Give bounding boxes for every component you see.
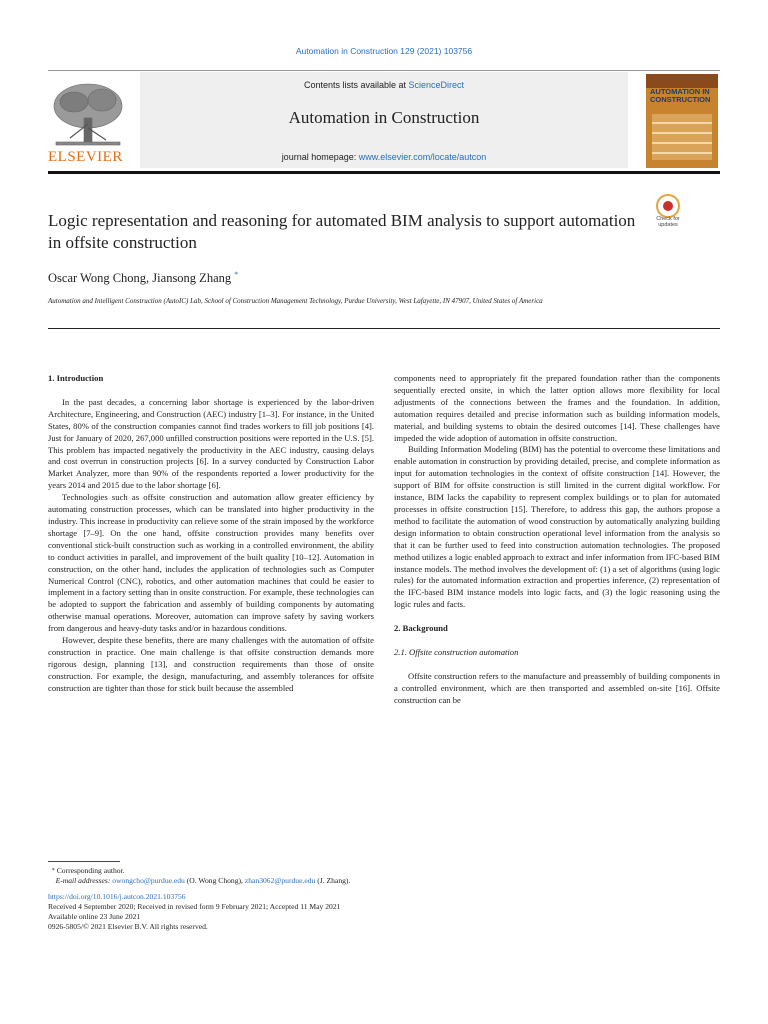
contents-line xyxy=(140,80,628,90)
body-column-right xyxy=(394,373,720,707)
email1-author: (O. Wong Chong), xyxy=(184,876,245,885)
cover-image xyxy=(652,114,712,160)
email2-author: (J. Zhang). xyxy=(315,876,351,885)
publisher-name: ELSEVIER xyxy=(48,149,123,165)
footnote-rule xyxy=(48,861,120,862)
email-link-zhan3062[interactable]: zhan3062@purdue.edu xyxy=(244,876,316,885)
email-link-owongcho[interactable]: owongcho@purdue.edu xyxy=(112,876,185,885)
subsection-heading: 2.1. Offsite construction automation xyxy=(394,647,519,658)
section-heading: 2. Background xyxy=(394,623,448,634)
author-list xyxy=(48,270,238,286)
email-label: E-mail addresses: xyxy=(55,876,113,885)
corresponding-author-note: * Corresponding author. xyxy=(51,866,125,875)
check-updates-icon xyxy=(656,194,680,218)
body-paragraph: Building Information Modeling (BIM) has the potential to overcome these limitations and enable automation in construction by providing detailed, precise, and complete information as input for automation technologies in the context of offsite construction [14]. However, the support of BIM for offsite construction is still limited in the current digital workflow. For instance, BIM lacks the capability to represent complex buildings or to plan for automated processes in offsite construction [15]. Therefore, to address this gap, the authors propose a method to facilitate the automation of wood construction by automatically analyzing building design information to obtain construction operational level information from the analysis so that it can be further used to feed into construction automation technologies. The proposed method utilizes a logic enabled approach to extract and infer information from IFC-based BIM instance models. The method involves the development of: (1) a set of algorithms (using logic rules) for the automated information extraction and properties inference, (2) representation of the IFC-based BIM instance models into logic facts, and (3) the logic reasoning using the logic rules and facts. xyxy=(394,444,720,610)
body-paragraph: In the past decades, a concerning labor shortage is experienced by the labor-driven Architecture, Engineering, and Construction (AEC) industry [1–3]. For instance, in the United States, 80% of the construction companies cannot find trades workers to fill job positions [4]. Just for January of 2020, 267,000 unfilled construction positions were reported in the U.S. [5]. This problem has impacted negatively the productivity in the AEC industry, causing delays and cost overrun in construction projects [6]. In a survey conducted by Construction Labor Market Analyzer, more than 90% of the respondents reported a lower productivity for the years 2014 and 2015 due to the labor shortage [6]. xyxy=(48,396,374,491)
corresponding-author-mark[interactable]: * xyxy=(234,270,239,279)
header-rule xyxy=(48,70,720,71)
journal-citation-link[interactable]: Automation in Construction 129 (2021) 103756 xyxy=(295,46,473,56)
affiliation: Automation and Intelligent Construction (AutoIC) Lab, School of Construction Management Technology, Purdue University, West Lafayette, IN 47907, United States of America xyxy=(48,297,543,305)
header-thick-rule xyxy=(48,171,720,174)
affiliation-rule xyxy=(48,328,720,329)
body-paragraph: Technologies such as offsite construction and automation allow greater efficiency by automating construction processes, which can be translated into higher productivity in the industry. This increase in productivity can relieve some of the strain imposed by the workforce shortage [7–9]. On the one hand, offsite construction provides many benefits over conventional stick-built construction such as working in a controlled environment, the ability to conduct activities in parallel, and improvement of the built quality [10–12]. Automation in construction, on the other hand, includes the application of technologies such as Computer Numerical Control (CNC), robotics, and other automation machines that could be easier to implement in a factory setting than in onsite construction. For example, these technologies can be adopted to support the fabrication and assembly of building components by automating otherwise manual operations. Moreover, automation can improve safety by saving workers from dangerous and heavy-duty tasks and/or in hazardous conditions. xyxy=(48,492,374,634)
journal-cover-thumbnail[interactable] xyxy=(646,74,718,168)
check-updates-label: Check for updates xyxy=(656,216,680,228)
check-for-updates-button[interactable] xyxy=(650,194,686,230)
copyright: 0926-5805/© 2021 Elsevier B.V. All rights reserved. xyxy=(48,922,208,931)
cover-title: AUTOMATION IN CONSTRUCTION xyxy=(650,87,711,104)
contents-prefix: Contents lists available at xyxy=(303,80,409,90)
email-line xyxy=(48,876,720,886)
homepage-line xyxy=(140,152,628,162)
journal-homepage-link[interactable]: www.elsevier.com/locate/autcon xyxy=(358,152,487,162)
cover-top-band xyxy=(646,74,718,88)
authors-names: Oscar Wong Chong, Jiansong Zhang xyxy=(48,271,232,286)
homepage-prefix: journal homepage: xyxy=(281,152,359,162)
body-paragraph: Offsite construction refers to the manufacture and preassembly of building components in a controlled environment, which are then transported and assembled on-site [16]. Offsite construction can be xyxy=(394,670,720,705)
online-date: Available online 23 June 2021 xyxy=(48,912,141,921)
doi-link[interactable]: https://doi.org/10.1016/j.autcon.2021.103756 xyxy=(48,892,186,901)
corresponding-author-text: Corresponding author. xyxy=(56,866,125,875)
body-column-left xyxy=(48,373,374,695)
body-paragraph: However, despite these benefits, there are many challenges with the automation of offsite construction in practice. One main challenge is that offsite construction demands more rigorous design, planning [13], and construction requirements than those of onsite construction. For example, the design, manufacturing, and assembly tolerances for offsite construction are tighter than those for stick built because the assembled xyxy=(48,635,374,693)
footnotes xyxy=(48,866,720,932)
section-heading: 1. Introduction xyxy=(48,373,104,383)
journal-masthead xyxy=(140,72,628,168)
sciencedirect-link[interactable]: ScienceDirect xyxy=(408,80,465,90)
received-dates: Received 4 September 2020; Received in revised form 9 February 2021; Accepted 11 May 2021 xyxy=(48,902,341,911)
journal-name: Automation in Construction xyxy=(288,108,480,127)
body-paragraph: components need to appropriately fit the prepared foundation rather than the components sequentially erected onsite, in which the latter option allows more flexibility for local adjustments of the connections between the frames and the foundation. In addition, automation requires detailed and precise information such as building information models, material, and building systems to obtain the desired outcomes [14]. These challenges have impeded the wide adoption of automation in offsite construction. xyxy=(394,373,720,443)
paper-title: Logic representation and reasoning for automated BIM analysis to support automation in offsite construction xyxy=(48,211,636,252)
